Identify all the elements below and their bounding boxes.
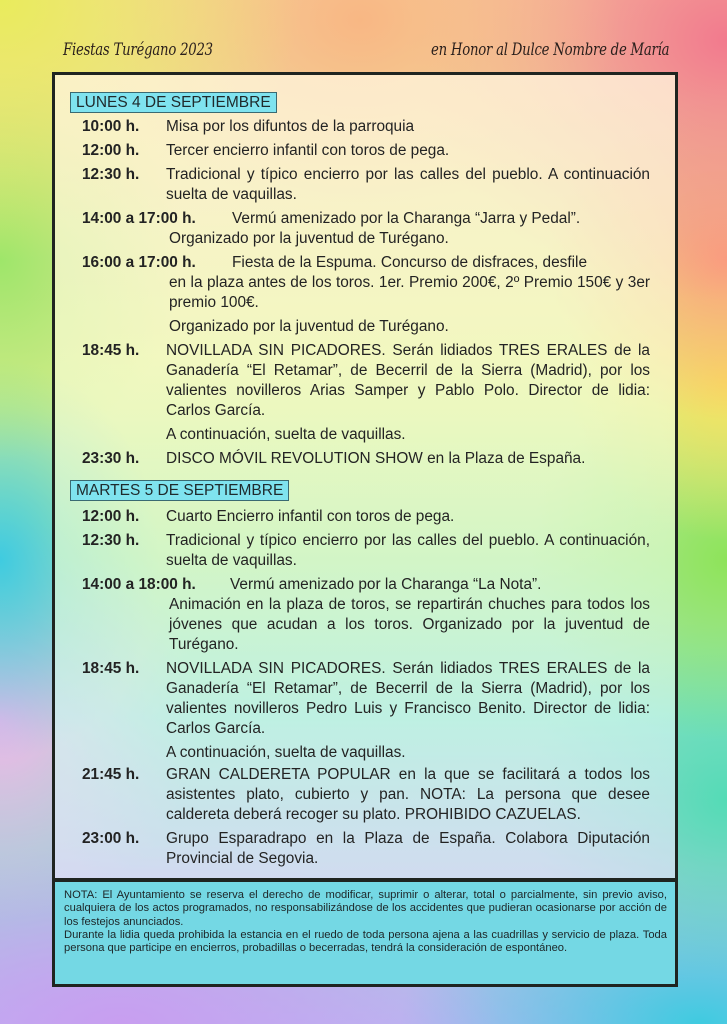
event-description: Tercer encierro infantil con toros de pega. [166, 142, 450, 159]
event-description-continued: en la plaza antes de los toros. 1er. Premio 200€, 2º Premio 150€ y 3er premio 100€. [169, 274, 650, 311]
disclaimer-box [52, 879, 678, 987]
event-time: 10:00 h. [82, 118, 140, 135]
header-title-left: Fiestas Turégano 2023 [63, 40, 213, 60]
event-time: 16:00 a 17:00 h. [82, 254, 196, 271]
event-item [82, 507, 650, 527]
event-description-continued: Organizado por la juventud de Turégano. [169, 230, 449, 247]
program-box [52, 72, 678, 881]
event-time: 12:30 h. [82, 532, 140, 549]
event-item [82, 659, 650, 763]
event-description: Tradicional y típico encierro por las calles del pueblo. A continuación suelta de vaquillas. [166, 166, 650, 203]
event-description: Fiesta de la Espuma. Concurso de disfraces, desfile [232, 254, 588, 271]
event-time: 14:00 a 17:00 h. [82, 210, 196, 227]
event-extra: A continuación, suelta de vaquillas. [166, 744, 406, 761]
event-item [82, 829, 650, 869]
event-extra: Organizado por la juventud de Turégano. [169, 318, 449, 335]
disclaimer-text [64, 889, 667, 955]
event-description: GRAN CALDERETA POPULAR en la que se facilitará a todos los asistentes plato, cubierto y pan. NOTA: La persona que desee caldereta deberá recoger su plato. PROHIBIDO CAZUELAS. [166, 766, 650, 823]
disclaimer-paragraph: NOTA: El Ayuntamiento se reserva el derecho de modificar, suprimir o alterar, total o parcialmente, sin previo aviso, cualquiera de los actos programados, no responsabilizándose de los accidentes que pudieran ocasionarse por acción de los festejos anunciados. [64, 889, 667, 928]
event-item [82, 141, 650, 161]
event-time: 23:00 h. [82, 830, 140, 847]
event-description-continued: Animación en la plaza de toros, se repartirán chuches para todos los jóvenes que acudan a los toros. Organizado por la juventud de Turégano. [169, 596, 650, 653]
event-description: Tradicional y típico encierro por las calles del pueblo. A continuación, suelta de vaquillas. [166, 532, 650, 569]
event-description: Cuarto Encierro infantil con toros de pega. [166, 508, 455, 525]
event-description: Vermú amenizado por la Charanga “Jarra y Pedal”. [232, 210, 581, 227]
event-time: 18:45 h. [82, 342, 140, 359]
day-label-tuesday: MARTES 5 DE SEPTIEMBRE [70, 480, 289, 501]
event-description: Grupo Esparadrapo en la Plaza de España. Colabora Diputación Provincial de Segovia. [166, 830, 650, 867]
event-time: 21:45 h. [82, 766, 140, 783]
event-time: 23:30 h. [82, 450, 140, 467]
event-item [82, 531, 650, 571]
day-label-monday: LUNES 4 DE SEPTIEMBRE [70, 92, 277, 113]
event-description: DISCO MÓVIL REVOLUTION SHOW en la Plaza de España. [166, 450, 586, 467]
event-description: NOVILLADA SIN PICADORES. Serán lidiados TRES ERALES de la Ganadería “El Retamar”, de Becerril de la Sierra (Madrid), por los valientes novilleros Arias Samper y Pablo Polo. Director de lidia: Carlos García. [166, 342, 650, 419]
event-time: 12:00 h. [82, 142, 140, 159]
event-description: Misa por los difuntos de la parroquia [166, 118, 415, 135]
event-item [82, 449, 650, 469]
event-item [82, 165, 650, 205]
event-item [82, 209, 650, 249]
event-item [82, 341, 650, 445]
event-extra: A continuación, suelta de vaquillas. [166, 426, 406, 443]
event-description: NOVILLADA SIN PICADORES. Serán lidiados TRES ERALES de la Ganadería “El Retamar”, de Becerril de la Sierra (Madrid), por los valientes novilleros Pedro Luis y Francisco Benito. Director de lidia: Carlos García. [166, 660, 650, 737]
event-item [82, 575, 650, 655]
event-time: 12:00 h. [82, 508, 140, 525]
disclaimer-paragraph: Durante la lidia queda prohibida la estancia en el ruedo de toda persona ajena a las cuadrillas y servicio de plaza. Toda persona que participe en encierros, probadillas o becerradas, tendrá la consideración de espontáneo. [64, 928, 667, 955]
event-time: 14:00 a 18:00 h. [82, 576, 196, 593]
event-item [82, 253, 650, 337]
event-description: Vermú amenizado por la Charanga “La Nota”. [230, 576, 542, 593]
event-item [82, 765, 650, 825]
event-time: 12:30 h. [82, 166, 140, 183]
event-time: 18:45 h. [82, 660, 140, 677]
header-title-right: en Honor al Dulce Nombre de María [431, 40, 670, 60]
event-item [82, 117, 650, 137]
